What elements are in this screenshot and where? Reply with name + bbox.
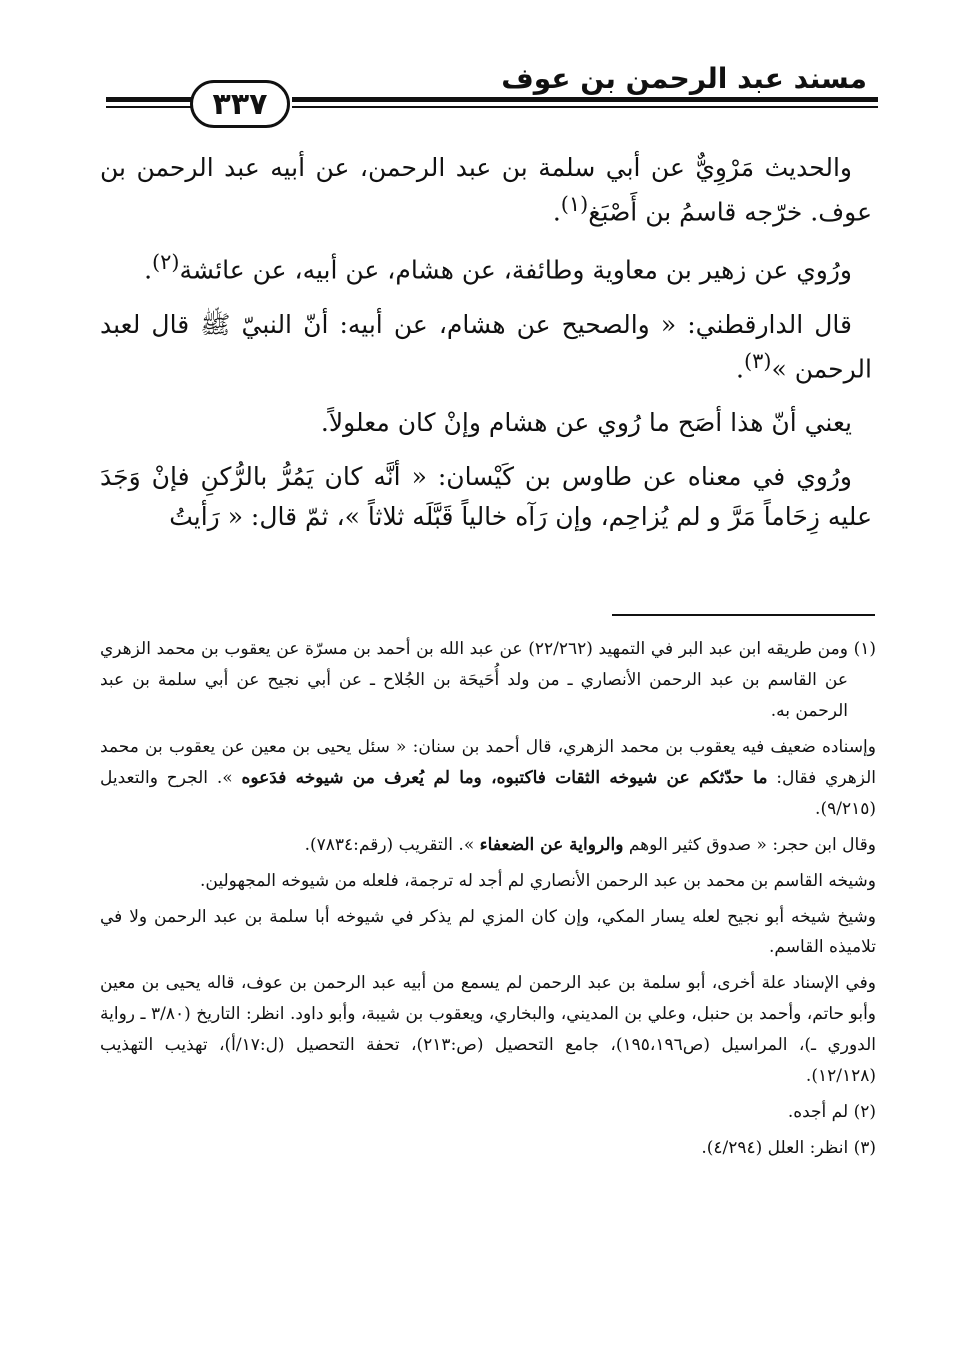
footnote-paragraph: وشيخ شيخه أبو نجيح لعله يسار المكي، وإن كان المزي لم يذكر في شيوخه أبا سلمة بن عبد الرحمن ولا في تلاميذه القاسم.: [100, 906, 876, 958]
footnote-divider: [612, 614, 875, 616]
header-rule-left: [106, 97, 192, 111]
paragraph-text: ورُوي عن زهير بن معاوية وطائفة، عن هشام، عن أبيه، عن عائشة: [179, 255, 852, 285]
footnote-bold-quote: والرواية عن الضعفاء: [479, 834, 624, 855]
footnote-3: (٣) انظر: العلل (٤/٢٩٤).: [701, 1138, 876, 1159]
body-paragraph: قال الدارقطني: « والصحيح عن هشام، عن أبيه: أنّ النبيّ ﷺ قال لعبد الرحمن »$^{(٣)}$.: [100, 309, 872, 383]
footnote-text: ». التقريب (رقم:٧٨٣٤).: [304, 834, 480, 855]
footnote-text: وقال ابن حجر: « صدوق كثير الوهم: [623, 834, 876, 855]
footnotes: [100, 634, 876, 1169]
footnote-text: ». الجرح والتعديل (٩/٢١٥).: [100, 767, 876, 819]
paragraph-text: قال الدارقطني: « والصحيح عن هشام، عن أبيه: أنّ النبيّ ﷺ قال لعبد الرحمن »: [100, 309, 872, 383]
footnote-1: (١) ومن طريقه ابن عبد البر في التمهيد (٢٢/٢٦٢) عن عبد الله بن أحمد بن مسرّة عن يعقوب بن محمد الزهري عن القاسم بن عبد الرحمن الأنصاري ـ من ولد أُحَيحَة بن الجُلاح ـ عن أبي نجيح عن أبي سلمة بن عبد الرحمن به.: [100, 639, 876, 721]
footnote-text: وإسناده ضعيف فيه يعقوب بن محمد الزهري، قال أحمد بن سنان: « سئل يحيى بن معين عن يعقوب بن محمد الزهري فقال:: [100, 736, 876, 788]
footnote-ref: (٢): [152, 250, 180, 275]
header-rule-right: [292, 97, 878, 111]
page-number: ٣٣٧: [190, 80, 290, 128]
body-paragraph: والحديث مَرْوِيٌّ عن أبي سلمة بن عبد الرحمن، عن أبيه عبد الرحمن بن عوف. خرّجه قاسمُ بن أَصْبَغ$^{(١)}$.: [100, 153, 872, 227]
footnote-2: (٢) لم أجده.: [787, 1102, 876, 1123]
footnote-ref: (١): [560, 192, 589, 216]
running-title: مسند عبد الرحمن بن عوف: [501, 62, 867, 95]
footnote-paragraph: [100, 732, 876, 825]
footnote-ref: (٣): [743, 348, 772, 373]
footnote-bold-quote: ما حدّثكم عن شيوخه الثقات فاكتبوه، وما لم يُعرف من شيوخه فدَعوه: [241, 767, 768, 788]
body-paragraph: يعني أنّ هذا أصَح ما رُوي عن هشام وإنْ كان معلولاً.: [320, 407, 852, 437]
main-text: [100, 148, 872, 551]
body-paragraph: ورُوي عن زهير بن معاوية وطائفة، عن هشام، عن أبيه، عن عائشة$^{(٢)}$.: [144, 250, 852, 285]
footnote-paragraph: وشيخه القاسم بن محمد بن عبد الرحمن الأنصاري لم أجد له ترجمة، فلعله من شيوخه المجهولين.: [200, 870, 876, 891]
footnote-paragraph: وفي الإسناد علة أخرى، أبو سلمة بن عبد الرحمن لم يسمع من أبيه عبد الرحمن بن عوف، قاله يحيى بن معين وأبو حاتم، وأحمد بن حنبل، وعلي بن المديني، والبخاري، ويعقوب بن شيبة، وأبو داود. انظر: التاريخ (٣/٨٠ ـ رواية الدوري ـ)، المراسيل (ص١٩٥،١٩٦)، جامع التحصيل (ص:٢١٣)، تحفة التحصيل (ل:١٧/أ)، تهذيب التهذيب (١٢/١٢٨).: [100, 973, 877, 1087]
body-paragraph: ورُوي في معناه عن طاوس بن كَيْسان: « أنَّه كان يَمُرُّ بالرُّكنِ فإنْ وَجَدَ عليه زِحَاماً مَرَّ و لم يُزاحِم، وإن رَآه خالياً قَبَّلَه ثلاثاً »، ثمّ قال: « رَأيتُ: [100, 461, 872, 531]
paragraph-text: والحديث مَرْوِيٌّ عن أبي سلمة بن عبد الرحمن، عن أبيه عبد الرحمن بن عوف. خرّجه قاسمُ بن أَصْبَغ: [100, 153, 872, 227]
footnote-paragraph: [100, 830, 876, 861]
